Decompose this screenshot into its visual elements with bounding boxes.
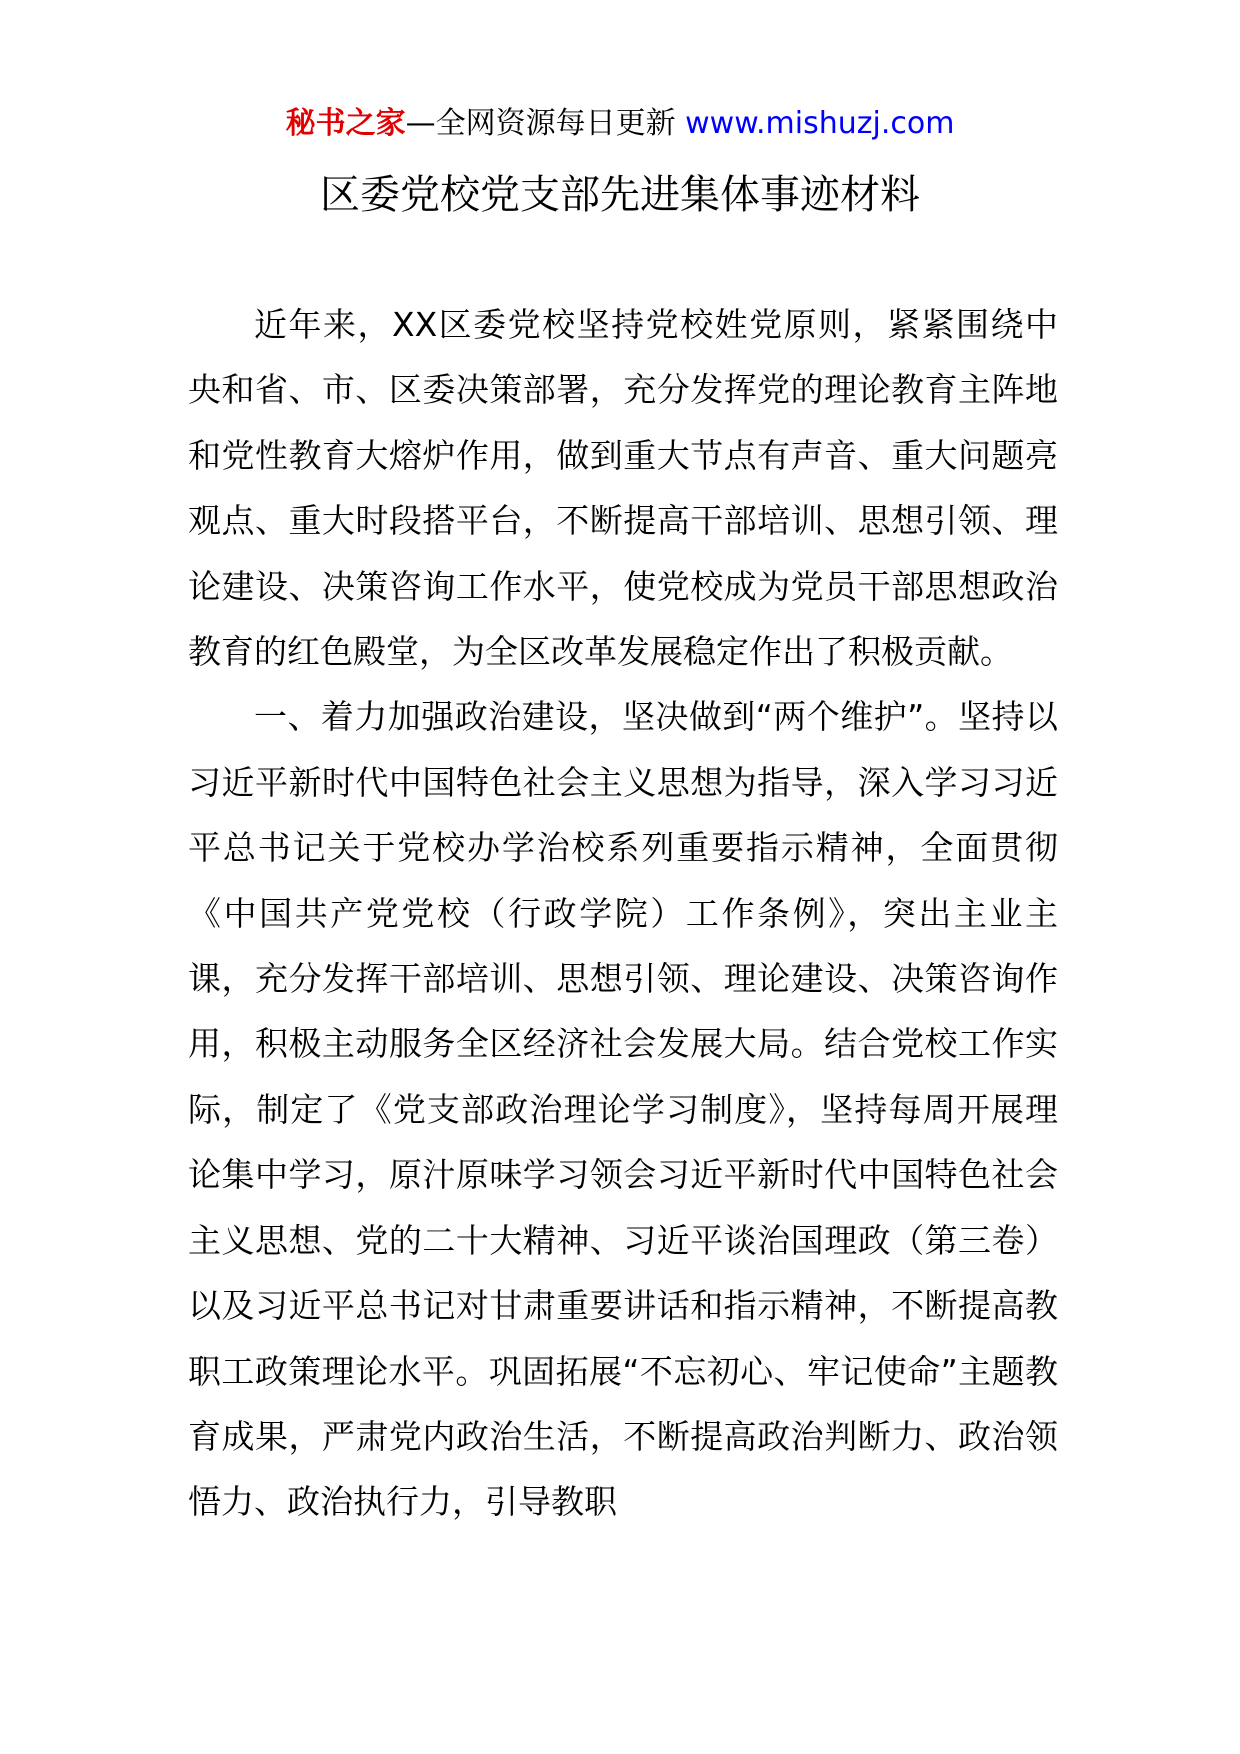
site-brand: 秘书之家 (285, 106, 406, 141)
site-header (0, 100, 1240, 148)
paragraph-intro: 近年来，XX区委党校坚持党校姓党原则，紧紧围绕中央和省、市、区委决策部署，充分发挥党的理论教育主阵地和党性教育大熔炉作用，做到重大节点有声音、重大问题亮观点、重大时段搭平台，不断提高干部培训、思想引领、理论建设、决策咨询工作水平，使党校成为党员干部思想政治教育的红色殿堂，为全区改革发展稳定作出了积极贡献。 (188, 305, 1058, 672)
paragraph-section-1: 一、着力加强政治建设，坚决做到“两个维护”。坚持以习近平新时代中国特色社会主义思想为指导，深入学习习近平总书记关于党校办学治校系列重要指示精神，全面贯彻《中国共产党党校（行政学院）工作条例》，突出主业主课，充分发挥干部培训、思想引领、理论建设、决策咨询作用，积极主动服务全区经济社会发展大局。结合党校工作实际，制定了《党支部政治理论学习制度》，坚持每周开展理论集中学习，原汁原味学习领会习近平新时代中国特色社会主义思想、党的二十大精神、习近平谈治国理政（第三卷）以及习近平总书记对甘肃重要讲话和指示精神，不断提高教职工政策理论水平。巩固拓展“不忘初心、牢记使命”主题教育成果，严肃党内政治生活，不断提高政治判断力、政治领悟力、政治执行力，引导教职 (188, 697, 1058, 1522)
document-title: 区委党校党支部先进集体事迹材料 (320, 172, 920, 218)
document-body (188, 292, 1058, 1535)
site-slogan: —全网资源每日更新 (405, 106, 686, 141)
site-url-link[interactable]: www.mishuzj.com (685, 106, 955, 141)
